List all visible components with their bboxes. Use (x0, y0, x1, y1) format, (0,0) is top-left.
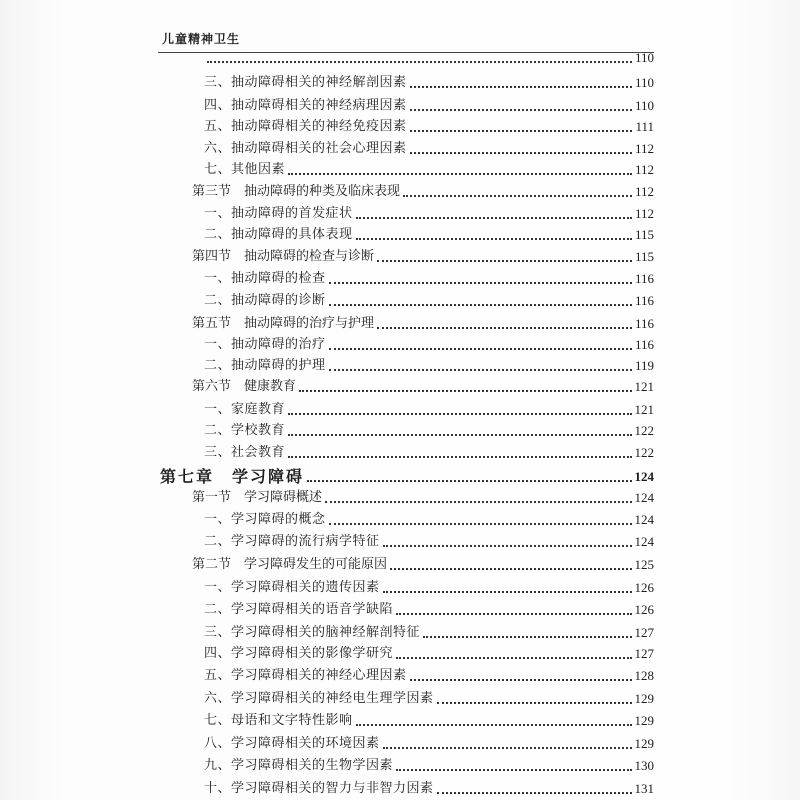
dot-leader (325, 501, 631, 503)
toc-page-number: 128 (634, 668, 654, 683)
toc-entry-item (204, 640, 654, 662)
dot-leader (356, 724, 632, 726)
toc-entry-title: 一、学习障碍相关的遗传因素 (204, 580, 380, 595)
toc-entry-item (204, 331, 654, 353)
dot-leader (437, 792, 632, 794)
dot-leader (410, 152, 632, 154)
toc-page-number: 112 (634, 206, 654, 221)
toc-page-number: 125 (634, 557, 654, 572)
toc-page-number: 122 (634, 445, 654, 460)
dot-leader (423, 636, 631, 638)
toc-entry-title: 四、抽动障碍相关的神经病理因素 (204, 98, 407, 113)
toc-page-number: 116 (634, 337, 654, 352)
dot-leader (207, 61, 632, 63)
toc-entry-item (204, 113, 654, 135)
toc-entry-title: 一、学习障碍的概念 (204, 512, 326, 527)
toc-entry-title: 十、学习障碍相关的智力与非智力因素 (204, 781, 434, 796)
dot-leader (396, 613, 631, 615)
toc-page-number: 124 (634, 490, 654, 505)
toc-entry-title: 九、学习障碍相关的生物学因素 (204, 758, 394, 773)
dot-leader (329, 304, 632, 306)
toc-entry-item (204, 396, 654, 418)
toc-page-number: 116 (634, 293, 654, 308)
toc-entry-title: 二、学校教育 (204, 423, 286, 438)
toc-entry-title: 二、学习障碍相关的语音学缺陷 (204, 602, 394, 617)
dot-leader (356, 238, 632, 240)
toc-entry-title: 一、抽动障碍的首发症状 (204, 206, 353, 221)
toc-entry-title: 一、家庭教育 (204, 402, 286, 417)
toc-entry-section (192, 373, 654, 395)
toc-page-number: 126 (634, 580, 654, 595)
dot-leader (356, 217, 632, 219)
toc-page-number: 115 (634, 227, 654, 242)
toc-page-number: 130 (634, 758, 654, 773)
toc-entry-item (204, 221, 654, 243)
toc-entry-item (204, 528, 654, 550)
toc-entry-title: 二、抽动障碍的护理 (204, 358, 326, 373)
dot-leader (299, 390, 631, 392)
toc-page-number: 121 (634, 402, 654, 417)
toc-entry-title: 第二节 学习障碍发生的可能原因 (192, 557, 388, 572)
toc-page-number: 116 (634, 316, 654, 331)
toc-entry-item (204, 156, 654, 178)
toc-entry-item (204, 417, 654, 439)
toc-entry-title: 五、学习障碍相关的神经心理因素 (204, 668, 407, 683)
toc-page-number: 127 (634, 625, 654, 640)
toc-entry-item (204, 265, 654, 287)
dot-leader (288, 413, 631, 415)
toc-entry-title: 七、母语和文字特性影响 (204, 713, 353, 728)
toc-entry-item (204, 44, 654, 66)
toc-page-number: 131 (634, 781, 654, 796)
toc-entry-chapter (160, 461, 654, 485)
toc-entry-item (204, 752, 654, 774)
toc-page-number: 126 (634, 602, 654, 617)
toc-entry-item (204, 707, 654, 729)
dot-leader (307, 480, 631, 482)
toc-page-number: 124 (634, 512, 654, 527)
dot-leader (288, 434, 631, 436)
toc-entry-item (204, 287, 654, 309)
toc-page-number: 121 (634, 379, 654, 394)
dot-leader (383, 747, 632, 749)
toc-entry-title: 五、抽动障碍相关的神经免疫因素 (204, 119, 407, 134)
toc-entry-title: 八、学习障碍相关的环境因素 (204, 736, 380, 751)
dot-leader (329, 523, 632, 525)
toc-page-number: 110 (634, 98, 654, 113)
dot-leader (403, 195, 632, 197)
dot-leader (390, 568, 631, 570)
dot-leader (410, 109, 632, 111)
dot-leader (437, 702, 632, 704)
toc-entry-section (192, 243, 654, 265)
toc-page-number: 112 (634, 184, 654, 199)
toc-entry-title: 六、抽动障碍相关的社会心理因素 (204, 141, 407, 156)
toc-entry-title: 第三节 抽动障碍的种类及临床表现 (192, 184, 401, 199)
toc-page-number: 115 (634, 249, 654, 264)
toc-page-number: 122 (634, 423, 654, 438)
toc-entry-title: 三、抽动障碍相关的神经解剖因素 (204, 75, 407, 90)
toc-entry-section (192, 484, 654, 506)
dot-leader (410, 130, 633, 132)
toc-entry-section (192, 178, 654, 200)
toc-entry-item (204, 352, 654, 374)
toc-entry-title: 第五节 抽动障碍的治疗与护理 (192, 316, 375, 331)
toc-entry-item (204, 506, 654, 528)
toc-entry-item (204, 619, 654, 641)
dot-leader (377, 260, 632, 262)
toc-entry-section (192, 551, 654, 573)
toc-entry-item (204, 685, 654, 707)
toc-entry-item (204, 439, 654, 461)
toc-page-number: 124 (634, 534, 654, 549)
dot-leader (383, 545, 632, 547)
toc-entry-title: 四、学习障碍相关的影像学研究 (204, 646, 394, 661)
dot-leader (288, 456, 631, 458)
toc-page-number: 129 (634, 691, 654, 706)
toc-entry-item (204, 596, 654, 618)
toc-page-number: 112 (634, 141, 654, 156)
running-header: 儿童精神卫生 (162, 32, 241, 46)
toc-entry-title: 第六节 健康教育 (192, 379, 297, 394)
dot-leader (329, 348, 632, 350)
toc-entry-title: 一、抽动障碍的治疗 (204, 337, 326, 352)
toc-page-number: 129 (634, 736, 654, 751)
dot-leader (410, 86, 632, 88)
toc-entry-title: 第四节 抽动障碍的检查与诊断 (192, 249, 375, 264)
toc-page-number: 110 (634, 75, 654, 90)
toc-page-number: 129 (634, 713, 654, 728)
toc-page-number: 119 (634, 358, 654, 373)
toc-entry-title: 一、抽动障碍的检查 (204, 271, 326, 286)
toc-entry-item (204, 775, 654, 797)
toc-entry-title: 第一节 学习障碍概述 (192, 490, 323, 505)
toc-entry-title: 七、其他因素 (204, 162, 286, 177)
toc-entry-item (204, 730, 654, 752)
toc-entry-item (204, 135, 654, 157)
toc-entry-title: 第七章 学习障碍 (160, 467, 305, 486)
toc-entry-item (204, 662, 654, 684)
toc-entry-title: 三、学习障碍相关的脑神经解剖特征 (204, 625, 421, 640)
toc-entry-item (204, 200, 654, 222)
toc-entry-section (192, 310, 654, 332)
toc-entry-title: 六、学习障碍相关的神经电生理学因素 (204, 691, 434, 706)
toc-entry-title: 二、学习障碍的流行病学特征 (204, 534, 380, 549)
toc-entry-item (204, 69, 654, 91)
dot-leader (377, 327, 632, 329)
toc-entry-title: 三、社会教育 (204, 445, 286, 460)
dot-leader (396, 769, 631, 771)
toc-page-number: 112 (634, 162, 654, 177)
toc-page-number: 116 (634, 271, 654, 286)
toc-entry-title: 二、抽动障碍的具体表现 (204, 227, 353, 242)
dot-leader (288, 173, 632, 175)
dot-leader (329, 369, 632, 371)
dot-leader (383, 591, 632, 593)
toc-page-number: 127 (634, 646, 654, 661)
toc-page-number: 111 (635, 119, 654, 134)
dot-leader (396, 657, 631, 659)
toc-page-number: 124 (634, 469, 654, 484)
toc-entry-item (204, 574, 654, 596)
dot-leader (329, 282, 632, 284)
toc-page-number: 110 (634, 50, 654, 65)
toc-entry-title: 二、抽动障碍的诊断 (204, 293, 326, 308)
toc-entry-item (204, 92, 654, 114)
dot-leader (410, 679, 632, 681)
